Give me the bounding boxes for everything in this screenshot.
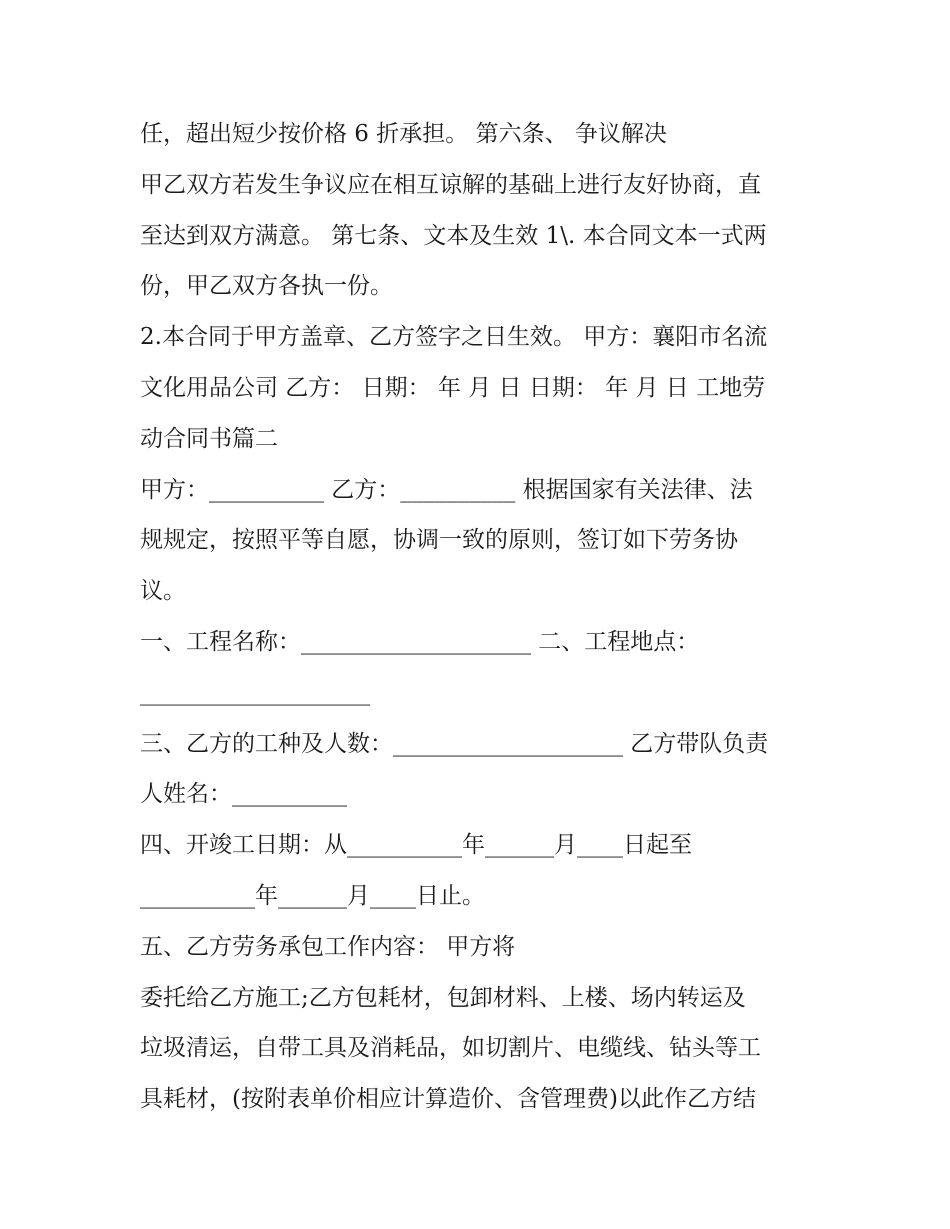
text-line: 五、乙方劳务承包工作内容： 甲方将 [140, 933, 516, 960]
text-line: 三、乙方的工种及人数：____________________ 乙方带队负责 [140, 730, 769, 757]
text-line: 规规定，按照平等自愿，协调一致的原则，签订如下劳务协 [140, 527, 738, 554]
text-line: 人姓名：__________ [140, 781, 347, 808]
text-line: 文化用品公司 乙方： 日期： 年 月 日 日期： 年 月 日 工地劳 [140, 374, 766, 401]
text-line: ____________________ [140, 679, 370, 706]
text-line: 一、工程名称：____________________ 二、工程地点： [140, 628, 700, 655]
text-line: 议。 [140, 578, 186, 605]
section-heading: 动合同书篇二 [140, 425, 278, 452]
text-line: 甲乙双方若发生争议应在相互谅解的基础上进行友好协商，直 [140, 171, 761, 198]
text-line: 至达到双方满意。 第七条、文本及生效 1\. 本合同文本一式两 [140, 222, 767, 249]
text-line: 委托给乙方施工;乙方包耗材，包卸材料、上楼、场内转运及 [140, 984, 746, 1011]
text-line: 甲方：__________ 乙方：__________ 根据国家有关法律、法 [140, 476, 753, 503]
text-line: 2.本合同于甲方盖章、乙方签字之日生效。 甲方：襄阳市名流 [140, 324, 768, 351]
text-line: 份，甲乙双方各执一份。 [140, 273, 393, 300]
text-line: __________年______月____日止。 [140, 882, 485, 909]
text-line: 垃圾清运，自带工具及消耗品，如切割片、电缆线、钻头等工 [140, 1035, 761, 1062]
text-line: 四、开竣工日期：从__________年______月____日起至 [140, 832, 692, 859]
contract-text-body [140, 109, 820, 1125]
text-line: 任，超出短少按价格 6 折承担。 第六条、 争议解决 [140, 121, 667, 147]
text-line: 具耗材，(按附表单价相应计算造价、含管理费)以此作乙方结 [140, 1086, 756, 1113]
